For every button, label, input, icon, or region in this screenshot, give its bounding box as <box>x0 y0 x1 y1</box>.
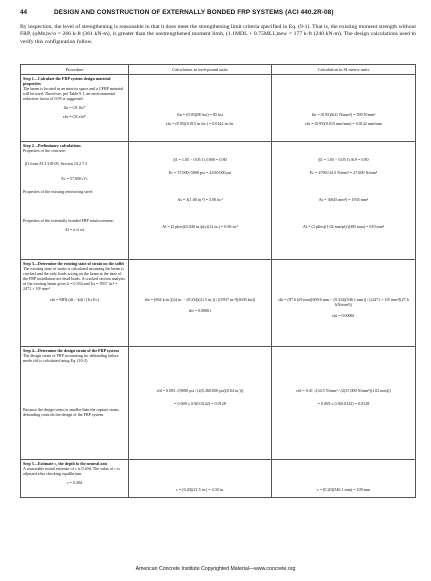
column-header: Calculation in SI metric units <box>272 65 416 75</box>
inch-pound-cell <box>129 460 272 498</box>
inch-pound-cell <box>129 260 272 347</box>
calc-line: Ec = 57,000√5000 psi = 4,030,000 psi <box>168 170 232 175</box>
equation: Ec = 57,000√f′c <box>61 176 88 181</box>
step-text: The existing state of strain is calculated assuming the beam is cracked and the only loads acting on the beam at the time of the FRP installation are dead loads. A cracked section analysis of the existing beam gives k = 0.334 and Icr = 5937 in.⁴ = 2471 × 10⁶ mm⁴ <box>23 266 125 291</box>
step-heading: Step 4—Determine the design strain of the FRP system <box>23 348 119 353</box>
si-cell <box>272 142 416 260</box>
calc-line: β1 = 1.05 − 0.05 f′c/1000 = 0.80 <box>173 157 227 162</box>
column-header: Procedure <box>21 65 129 75</box>
inch-pound-cell <box>129 347 272 460</box>
equation: β1 from ACI 318-05, Section 10.2.7.3 <box>25 161 88 166</box>
step-text: Properties of the externally bonded FRP reinforcement: <box>23 218 114 223</box>
equation: εfu = CE εfu* <box>63 114 86 119</box>
table-row <box>21 347 416 460</box>
calc-line: εfu = (0.95)(0.015 mm/mm) = 0.0142 mm/mm <box>305 121 382 126</box>
calc-line: = 0.009 ≤ 0.9(0.0142) = 0.0128 <box>317 401 370 406</box>
step-heading: Step 5—Estimate c, the depth to the neutral axis <box>23 461 108 466</box>
calc-line: εfd = 0.41 √(34.5 N/mm² / (2(37,000 N/mm²)(1.02 mm))) <box>296 388 391 393</box>
calc-line: Ec = 4700√34.5 N/mm² = 27,600 N/mm² <box>309 170 378 175</box>
equation: εbi = MDL(df − kd) / (Icr Ec) <box>50 297 99 302</box>
step-text: Properties of the concrete: <box>23 148 67 153</box>
design-calculation-table <box>20 64 416 498</box>
calc-line: εbi = (864 k-in.)[24 in. − (0.334)(21.5 in.)] / ((5937 in.⁴)(4030 ksi)) <box>144 297 256 302</box>
procedure-cell <box>21 460 129 498</box>
table-header-row <box>21 65 416 75</box>
calc-line: εfu = (0.95)(0.015 in./in.) = 0.0142 in./in. <box>165 121 235 126</box>
step-text: A reasonable initial estimate of c is 0.20d. The value of c is adjusted after checking equilibrium. <box>23 466 121 476</box>
procedure-cell <box>21 347 129 460</box>
calc-line: β1 = 1.05 − 0.05 f′c/6.9 = 0.80 <box>318 157 369 162</box>
table-row <box>21 460 416 498</box>
si-cell <box>272 347 416 460</box>
procedure-cell <box>21 75 129 142</box>
calc-line: εbi = 0.00061 <box>332 313 355 318</box>
calc-line: ffu = (0.95)(90 ksi) = 85 ksi <box>177 112 223 117</box>
calc-line: ffu = (0.95)(621 N/mm²) = 590 N/mm² <box>311 112 376 117</box>
table-row <box>21 260 416 347</box>
calc-line: Af = (2 plies)(1.02 mm/ply)(305 mm) = 619 mm² <box>302 224 385 229</box>
step-text: Because the design strain is smaller than the rupture strain, debonding controls the design of the FRP system. <box>23 407 120 417</box>
page-number: 44 <box>20 9 28 16</box>
si-cell <box>272 260 416 347</box>
table-row <box>21 142 416 260</box>
si-cell <box>272 75 416 142</box>
procedure-cell <box>21 260 129 347</box>
calc-line: As = 3(1.00 in.²) = 3.00 in.² <box>177 197 223 202</box>
calc-line: εfd = 0.083 √(5000 psi / (2(5,360,000 psi)(0.04 in.))) <box>156 388 244 393</box>
calc-line: As = 3(645 mm²) = 1935 mm² <box>318 197 369 202</box>
step-text: The design strain of FRP accounting for debonding failure mode εfd is calculated using Eq. (10-2) <box>23 353 119 363</box>
step-text: Properties of the existing reinforcing steel: <box>23 189 93 194</box>
calc-line: c = (0.20)(546.1 mm) = 109 mm <box>316 487 371 492</box>
step-heading: Step 1—Calculate the FRP system design material properties <box>23 76 111 86</box>
header-title: DESIGN AND CONSTRUCTION OF EXTERNALLY BONDED FRP SYSTEMS (ACI 440.2R-08) <box>54 9 334 16</box>
step-heading: Step 2—Preliminary calculations <box>23 143 81 148</box>
inch-pound-cell <box>129 75 272 142</box>
calc-line: c = (0.20)(21.5 in.) = 4.30 in. <box>176 487 224 492</box>
equation: c = 0.20d <box>66 480 83 485</box>
procedure-cell <box>21 142 129 260</box>
step-text: The beam is located in an interior space and a CFRP material will be used. Therefore, per Table 9.1, an environmental reduction factor of 0.95 is suggested. <box>23 86 124 101</box>
equation: Af = n tf wf <box>64 227 85 232</box>
equation: ffu = CE ffu* <box>63 105 86 110</box>
copyright-footer: American Concrete Institute Copyrighted Material—www.concrete.org <box>135 566 296 572</box>
calc-line: εbi = 0.00061 <box>188 308 212 313</box>
calc-line: = 0.009 ≤ 0.9(0.0142) = 0.0128 <box>174 401 226 406</box>
column-header: Calculation in inch-pound units <box>129 65 272 75</box>
calc-line: Af = (2 plies)(0.040 in./ply)(12 in.) = 0.96 in.² <box>162 224 238 229</box>
calc-line: εbi = (97.6 kN-mm)[609.6 mm − (0.334)(546.1 mm)] / ((2471 × 10⁶ mm⁴)(27.6 kN/mm²)) <box>278 297 409 307</box>
si-cell <box>272 460 416 498</box>
inch-pound-cell <box>129 142 272 260</box>
intro-paragraph: By inspection, the level of strengthening is reasonable in that it does meet the strengthening limit criteria specified in Eq. (9-1). That is, the existing moment strength without FRP, (φMn)w/o = 266 k-ft (361 kN-m), is greater than the unstrengthened moment limit, (1.1MDL + 0.75MLL)new = 177 k-ft (240 kN-m). The design calculations used to verify this configuration follow. <box>20 24 416 45</box>
table-row <box>21 75 416 142</box>
step-heading: Step 3—Determine the existing state of strain on the soffit <box>23 261 124 266</box>
